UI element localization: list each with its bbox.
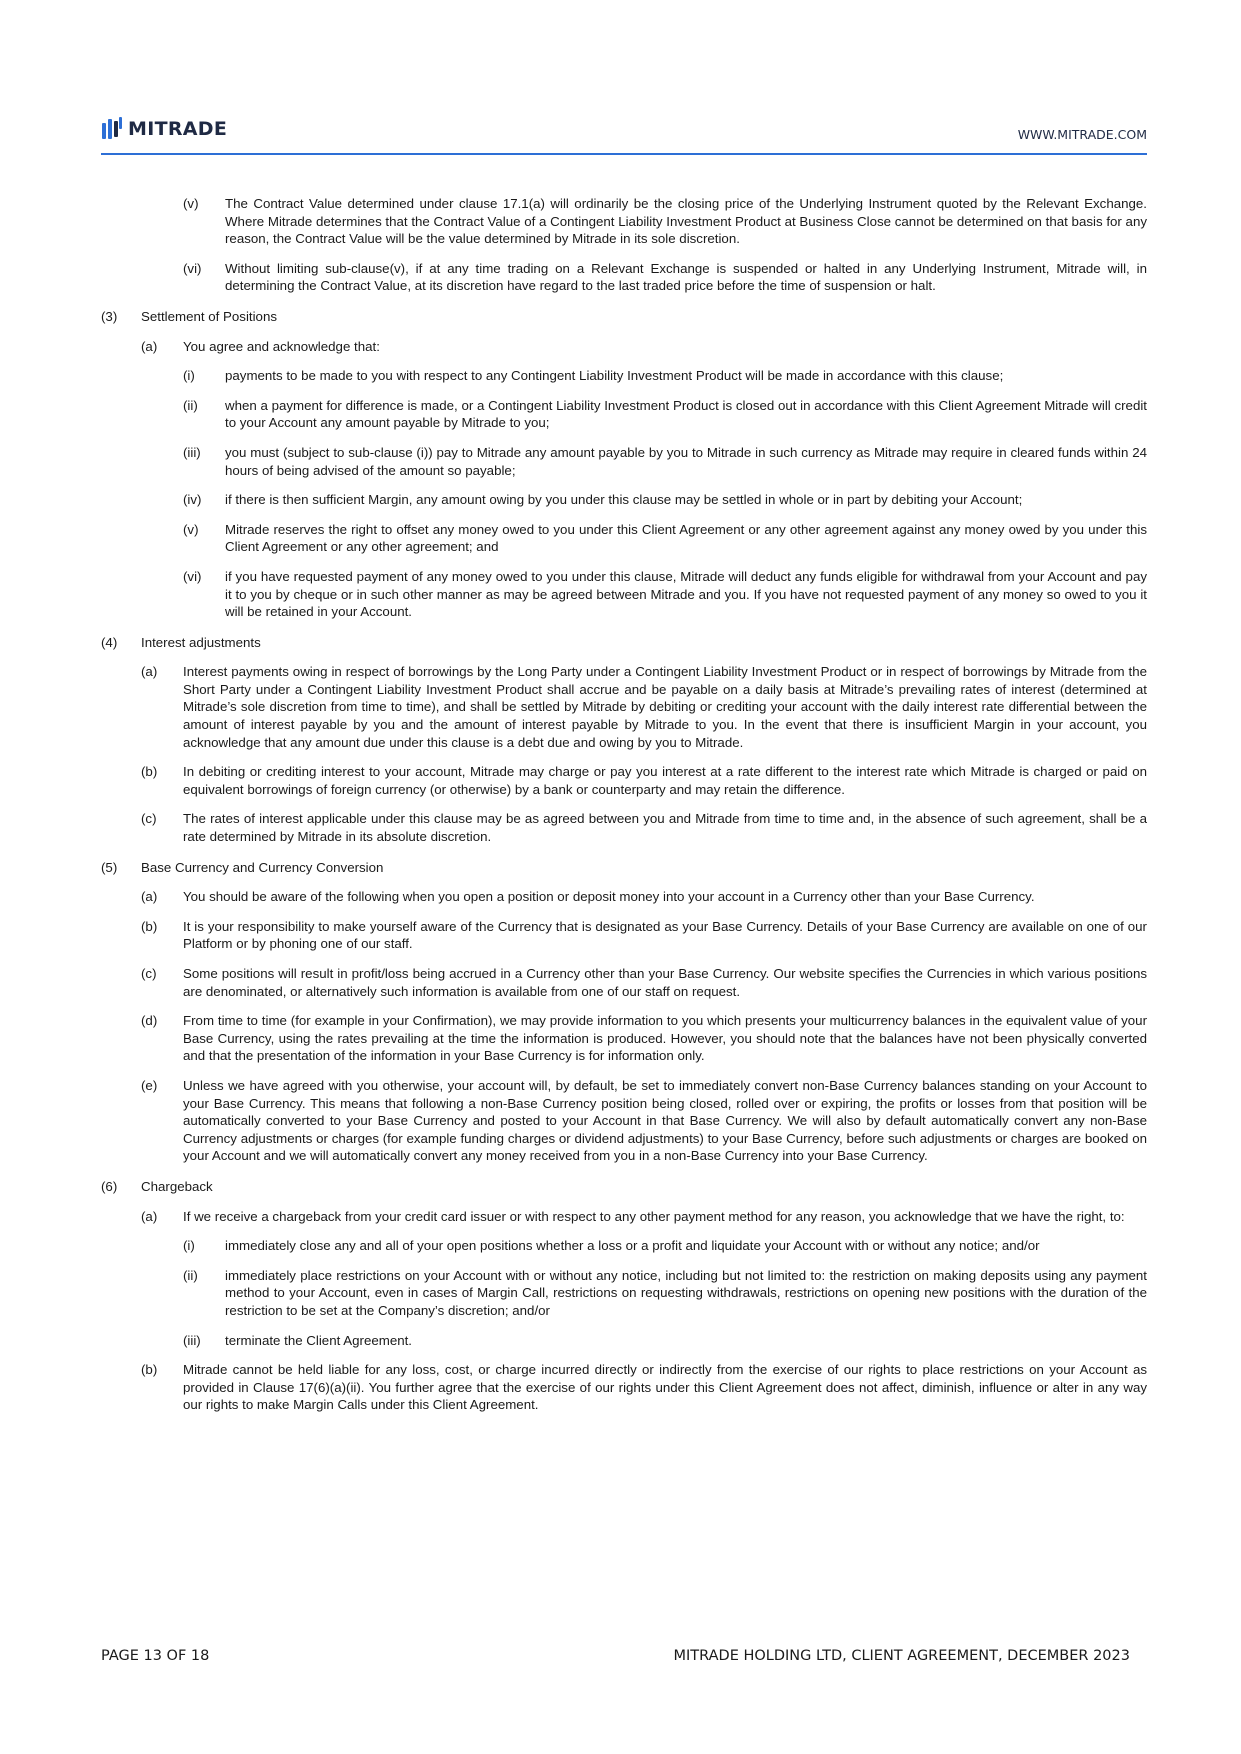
clause-number: (i)	[183, 1238, 195, 1254]
section-title: Interest adjustments	[141, 634, 261, 650]
clause-number: (a)	[141, 1208, 158, 1224]
section-number: (5)	[101, 859, 118, 875]
clause-number: (c)	[141, 811, 157, 827]
document-title-footer: MITRADE HOLDING LTD, CLIENT AGREEMENT, DECEMBER 2023	[673, 1648, 1130, 1664]
clause-item	[141, 1208, 1147, 1226]
clause-text: The Contract Value determined under clause 17.1(a) will ordinarily be the closing price of the Underlying Instrument quoted by the Relevant Exchange. Where Mitrade determines that the Contract Value of a Contingent Liability Investment Product at Business Close cannot be determined on that basis for any reason, the Contract Value will be the value determined by Mitrade in its sole discretion.	[225, 196, 1147, 247]
clause-item	[183, 260, 1147, 295]
clause-item	[141, 663, 1147, 751]
clause-text: You agree and acknowledge that:	[183, 338, 380, 354]
clause-text: From time to time (for example in your Confirmation), we may provide information to you which presents your multicurrency balances in the equivalent value of your Base Currency, using the rates prevailing at the time the information is produced. However, you should note that the balances have not been physically converted and that the presentation of the information in your Base Currency is for information only.	[183, 1013, 1147, 1064]
clause-number: (ii)	[183, 1267, 198, 1283]
clause-text: It is your responsibility to make yourself aware of the Currency that is designated as your Base Currency. Details of your Base Currency are available on one of our Platform or by phoning one of our staff.	[183, 918, 1147, 952]
clause-number: (vi)	[183, 260, 202, 276]
clause-number: (d)	[141, 1013, 158, 1029]
clause-item	[141, 918, 1147, 953]
clause-item	[183, 397, 1147, 432]
clause-number: (iv)	[183, 492, 202, 508]
clause-text: if there is then sufficient Margin, any amount owing by you under this clause may be settled in whole or in part by debiting your Account;	[225, 492, 1023, 508]
clause-number: (iii)	[183, 444, 201, 460]
clause-text: The rates of interest applicable under this clause may be as agreed between you and Mitrade from time to time and, in the absence of such agreement, shall be a rate determined by Mitrade in its absolute discretion.	[183, 811, 1147, 845]
logo-text: MITRADE	[128, 118, 228, 140]
mitrade-logo-icon	[101, 117, 123, 141]
brand-logo	[101, 117, 227, 141]
section-heading	[101, 308, 1147, 326]
clause-number: (c)	[141, 966, 157, 981]
clause-number: (vi)	[183, 568, 202, 584]
clause-text: immediately close any and all of your open positions whether a loss or a profit and liquidate your Account with or without any notice; and/or	[225, 1238, 1040, 1254]
clause-text: you must (subject to sub-clause (i)) pay to Mitrade any amount payable by you to Mitrade in such currency as Mitrade may require in cleared funds within 24 hours of being advised of the amount so payable;	[225, 444, 1147, 478]
section-heading	[101, 1178, 1147, 1196]
clause-number: (i)	[183, 368, 195, 384]
clause-item	[141, 763, 1147, 798]
clause-text: Some positions will result in profit/loss being accrued in a Currency other than your Base Currency. Our website specifies the Currencies in which various positions are denominated, or alternatively such information is available from one of our staff on request.	[183, 966, 1147, 999]
clause-text: immediately place restrictions on your Account with or without any notice, including but not limited to: the restriction on making deposits using any payment method to your Account, even in cases of Margin Call, restrictions on requesting withdrawals, restrictions on opening new positions with the duration of the restriction to be set at the Company’s discretion; and/or	[225, 1267, 1147, 1318]
clause-item	[141, 1361, 1147, 1414]
clause-number: (a)	[141, 338, 158, 354]
section-title: Chargeback	[141, 1178, 213, 1194]
section-title: Base Currency and Currency Conversion	[141, 859, 384, 875]
website-url[interactable]: WWW.MITRADE.COM	[1017, 127, 1147, 142]
clause-number: (a)	[141, 889, 158, 905]
header-divider	[101, 153, 1147, 155]
clause-number: (ii)	[183, 397, 198, 413]
clause-number: (iii)	[183, 1332, 201, 1348]
clause-text: payments to be made to you with respect to any Contingent Liability Investment Product will be made in accordance with this clause;	[225, 368, 1004, 384]
clause-number: (e)	[141, 1077, 158, 1093]
clause-item	[183, 367, 1147, 385]
clause-item	[183, 1332, 1147, 1350]
clause-number: (v)	[183, 196, 199, 211]
section-heading	[101, 634, 1147, 652]
clause-item	[183, 521, 1147, 556]
clause-number: (b)	[141, 764, 158, 780]
clause-text: Mitrade cannot be held liable for any loss, cost, or charge incurred directly or indirectly from the exercise of our rights to place restrictions on your Account as provided in Clause 17(6)(a)(ii). You further agree that the exercise of our rights under this Client Agreement does not affect, diminish, influence or alter in any way our rights to make Margin Calls under this Client Agreement.	[183, 1362, 1147, 1413]
clause-item	[183, 1237, 1147, 1255]
section-number: (4)	[101, 634, 118, 650]
clause-number: (v)	[183, 521, 199, 537]
clause-text: You should be aware of the following when you open a position or deposit money into your account in a Currency other than your Base Currency.	[183, 889, 1035, 905]
clause-item	[141, 888, 1147, 906]
clause-item	[183, 444, 1147, 479]
section-title: Settlement of Positions	[141, 308, 277, 324]
section-heading	[101, 859, 1147, 877]
clause-item	[183, 195, 1147, 248]
page-header	[101, 117, 1147, 157]
section-number: (3)	[101, 308, 118, 324]
clause-text: Without limiting sub-clause(v), if at any time trading on a Relevant Exchange is suspended or halted in any Underlying Instrument, Mitrade will, in determining the Contract Value, at its discretion have regard to the last traded price before the time of suspension or halt.	[225, 260, 1147, 294]
clause-item	[183, 568, 1147, 621]
clause-item	[183, 491, 1147, 509]
clause-number: (a)	[141, 664, 158, 680]
clause-item	[141, 810, 1147, 845]
clause-text: Interest payments owing in respect of borrowings by the Long Party under a Contingent Liability Investment Product or in respect of borrowings by Mitrade from the Short Party under a Contingent Liability Investment Product shall accrue and be payable on a daily basis at Mitrade’s prevailing rates of interest (determined at Mitrade’s sole discretion from time to time), and shall be settled by Mitrade by debiting or crediting your account with the daily interest rate differential between the amount of interest payable by you and the amount of interest payable by Mitrade to you. In the event that there is insufficient Margin in your account, you acknowledge that any amount due under this clause is a debt due and owing by you to Mitrade.	[183, 664, 1147, 750]
document-body	[101, 195, 1147, 1414]
clause-item	[141, 338, 1147, 356]
clause-text: when a payment for difference is made, or a Contingent Liability Investment Product is closed out in accordance with this Client Agreement Mitrade will credit to your Account any amount payable by Mitrade to you;	[225, 397, 1147, 431]
clause-text: if you have requested payment of any money owed to you under this clause, Mitrade will deduct any funds eligible for withdrawal from your Account and pay it to you by cheque or in such other manner as may be agreed between Mitrade and you. If you have not requested payment of any money so owed to you it will be retained in your Account.	[225, 568, 1147, 620]
clause-text: In debiting or crediting interest to your account, Mitrade may charge or pay you interest at a rate different to the interest rate which Mitrade is charged or paid on equivalent borrowings of foreign currency (or otherwise) by a bank or counterparty and may retain the difference.	[183, 764, 1147, 797]
clause-number: (b)	[141, 918, 158, 934]
clause-item	[141, 1012, 1147, 1065]
section-number: (6)	[101, 1178, 118, 1194]
clause-text: If we receive a chargeback from your credit card issuer or with respect to any other payment method for any reason, you acknowledge that we have the right, to:	[183, 1208, 1125, 1224]
clause-text: Unless we have agreed with you otherwise, your account will, by default, be set to immediately convert non-Base Currency balances standing on your Account to your Base Currency. This means that following a non-Base Currency position being closed, rolled over or expiring, the profits or losses from that position will be automatically converted to your Base Currency and posted to your Account in that Base Currency. We will also by default automatically convert any non-Base Currency adjustments or charges (for example funding charges or dividend adjustments) to your Base Currency, before such adjustments or charges are booked on your Account and we will automatically convert any money received from you in a non-Base Currency into your Base Currency.	[183, 1077, 1147, 1164]
clause-item	[141, 965, 1147, 1000]
clause-number: (b)	[141, 1362, 158, 1378]
page-number: PAGE 13 OF 18	[101, 1648, 210, 1664]
clause-text: Mitrade reserves the right to offset any money owed to you under this Client Agreement or any other agreement against any money owed by you under this Client Agreement or any other agreement; and	[225, 521, 1147, 555]
clause-item	[183, 1267, 1147, 1320]
clause-item	[141, 1077, 1147, 1165]
clause-text: terminate the Client Agreement.	[225, 1332, 412, 1348]
